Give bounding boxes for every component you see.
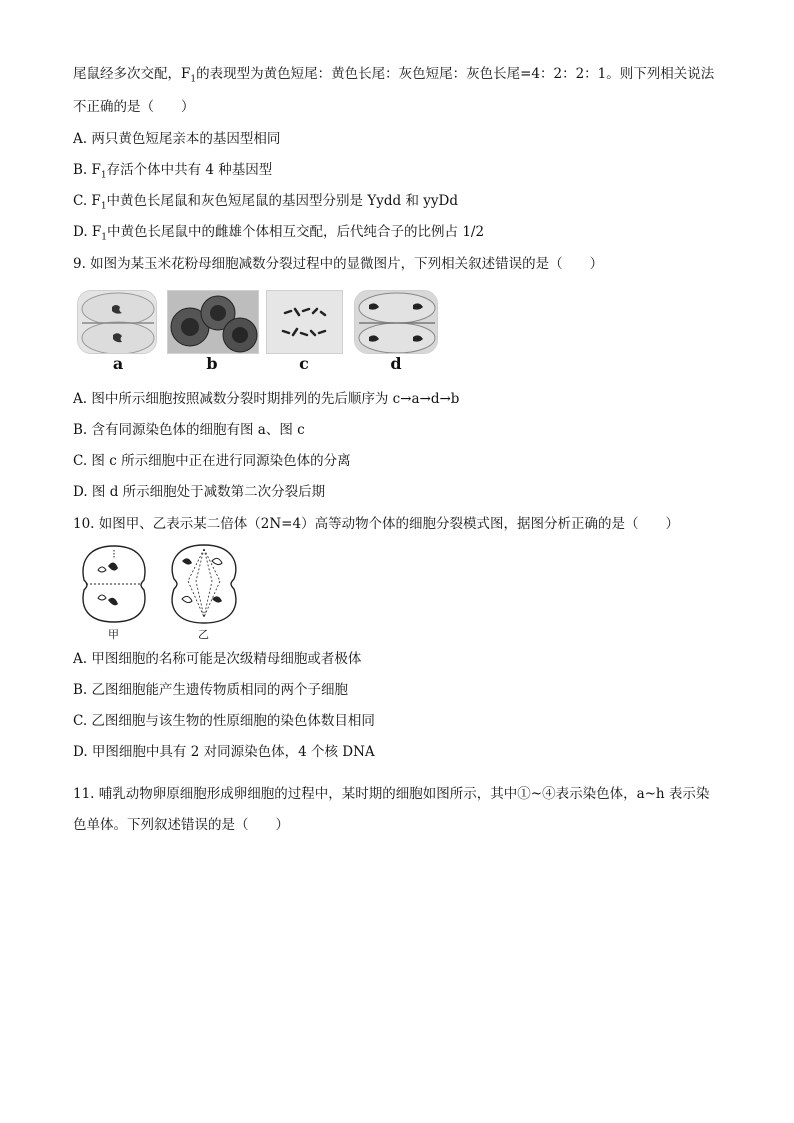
q9-option-b: B. 含有同源染色体的细胞有图 a、图 c [73,422,305,438]
micrograph-c [266,290,343,354]
micrograph-d [354,290,438,354]
q8-option-b: B. $F_1$存活个体中共有 4 种基因型 [73,162,273,181]
q9-option-c: C. 图 c 所示细胞中正在进行同源染色体的分离 [73,453,351,469]
q10-option-c: C. 乙图细胞与该生物的性原细胞的染色体数目相同 [73,713,375,729]
cell-label-yi: 乙 [198,628,209,641]
micrograph-c-image [267,291,343,354]
cell-diagram-jia [78,542,150,626]
micrograph-d-label: d [390,354,402,373]
q9-stem: 9. 如图为某玉米花粉母细胞减数分裂过程中的显微图片，下列相关叙述错误的是（ ） [73,256,604,272]
q9-option-d: D. 图 d 所示细胞处于减数第二次分裂后期 [73,484,326,500]
q10-option-d: D. 甲图细胞中具有 2 对同源染色体，4 个核 DNA [73,744,375,760]
q9-option-a: A. 图中所示细胞按照减数分裂时期排列的先后顺序为 c→a→d→b [73,391,460,407]
q8-stem-line1: 尾鼠经多次交配，$F_1$的表现型为黄色短尾：黄色长尾：灰色短尾：灰色长尾=4：2：2：1。则下列相关说法 [73,66,715,85]
q11-stem-line1: 11. 哺乳动物卵原细胞形成卵细胞的过程中，某时期的细胞如图所示，其中①~④表示染色体，a~h 表示染 [73,786,710,802]
cell-diagram-yi [166,541,242,627]
micrograph-c-label: c [299,354,309,373]
micrograph-b [167,290,259,354]
micrograph-a-image [78,291,157,354]
q10-option-a: A. 甲图细胞的名称可能是次级精母细胞或者极体 [73,651,362,667]
q8-option-a: A. 两只黄色短尾亲本的基因型相同 [73,131,281,147]
micrograph-d-image [355,291,438,354]
q11-stem-line2: 色单体。下列叙述错误的是（ ） [73,817,289,833]
q10-stem: 10. 如图甲、乙表示某二倍体（2N=4）高等动物个体的细胞分裂模式图，据图分析正确的是（ ） [73,516,680,532]
q10-option-b: B. 乙图细胞能产生遗传物质相同的两个子细胞 [73,682,349,698]
q8-option-d: D. $F_1$中黄色长尾鼠中的雌雄个体相互交配，后代纯合子的比例占 1/2 [73,224,485,243]
micrograph-a-label: a [112,354,124,373]
q8-option-c: C. $F_1$中黄色长尾鼠和灰色短尾鼠的基因型分别是 Yydd 和 yyDd [73,193,458,212]
micrograph-b-image [168,291,259,354]
cell-label-jia: 甲 [108,628,119,641]
q8-stem-line2: 不正确的是（ ） [73,99,195,115]
micrograph-a [77,290,157,354]
micrograph-b-label: b [206,354,218,373]
